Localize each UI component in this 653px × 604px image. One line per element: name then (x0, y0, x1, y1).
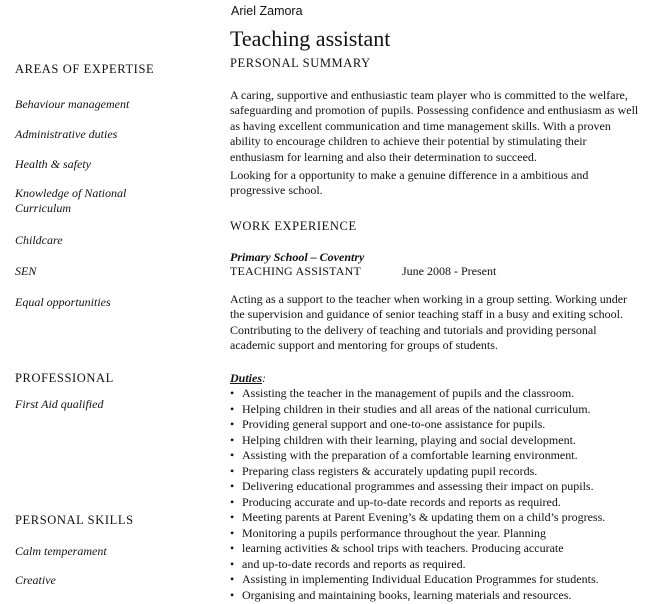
bullet-icon: • (230, 417, 235, 431)
bullet-icon: • (230, 525, 235, 540)
summary-paragraph-2: Looking for a opportunity to make a genuine difference in a ambitious and progressive school. (230, 168, 589, 198)
areas-heading: AREAS OF EXPERTISE (15, 62, 155, 76)
page-title: Teaching assistant (230, 26, 391, 51)
bullet-icon: • (230, 479, 235, 493)
duty-item: • Providing general support and one-to-one assistance for pupils. (230, 417, 546, 431)
bullet-icon: • (230, 463, 235, 478)
summary-paragraph: A caring, supportive and enthusiastic team player who is committed to the welfare, safeguarding and promotion of pupils. Possessing confidence and enthusiasm as well as having excellent communication and time management skills. With a proven ability to encourage children to achieve their potential by stimulating their enthusiasm for learning and also their determination to succeed. (230, 88, 639, 164)
duty-item: • Helping children with their learning, playing and social development. (230, 432, 576, 447)
duty-item: • Meeting parents at Parent Evening’s & updating them on a child’s progress. (230, 510, 606, 524)
professional-item: First Aid qualified (15, 397, 104, 411)
bullet-icon: • (230, 556, 235, 571)
duties-label: Duties (230, 371, 263, 385)
bullet-icon: • (230, 386, 235, 400)
duty-item: • and up-to-date records and reports as required. (230, 556, 466, 571)
duty-item: • learning activities & school trips with teachers. Producing accurate (230, 541, 564, 555)
duty-item: • Assisting the teacher in the management of pupils and the classroom. (230, 386, 575, 400)
area-item: Behaviour management (15, 97, 130, 111)
area-item: Administrative duties (15, 127, 118, 141)
bullet-icon: • (230, 432, 235, 447)
area-item: Health & safety (15, 157, 91, 171)
bullet-icon: • (230, 572, 235, 586)
skill-item: Calm temperament (15, 544, 107, 558)
duty-item: • Monitoring a pupils performance throughout the year. Planning (230, 525, 546, 540)
job-dates: June 2008 - Present (402, 264, 497, 278)
candidate-name: Ariel Zamora (231, 4, 303, 18)
experience-heading: WORK EXPERIENCE (230, 219, 357, 233)
bullet-icon: • (230, 541, 235, 555)
area-item: Knowledge of National Curriculum (15, 186, 127, 215)
skill-item: Creative (15, 573, 56, 587)
bullet-icon: • (230, 448, 235, 462)
bullet-icon: • (230, 401, 235, 416)
professional-heading: PROFESSIONAL (15, 371, 114, 385)
bullet-icon: • (230, 510, 235, 524)
employer: Primary School – Coventry (230, 250, 365, 264)
duty-item: • Assisting with the preparation of a comfortable learning environment. (230, 448, 578, 462)
bullet-icon: • (230, 587, 235, 602)
duty-item: • Helping children in their studies and all areas of the national curriculum. (230, 401, 591, 416)
duty-item: • Assisting in implementing Individual Education Programmes for students. (230, 572, 599, 586)
duty-item: • Preparing class registers & accurately updating pupil records. (230, 463, 538, 478)
job-description: Acting as a support to the teacher when working in a group setting. Working under the supervision and guidance of senior teaching staff in a busy and exiting school. Contributing to the delivery of teaching and tutorials and providing personal academic support and mentoring for groups of students. (230, 292, 628, 353)
duties-label-wrap (230, 371, 266, 386)
area-item: SEN (15, 264, 37, 278)
skills-heading: PERSONAL SKILLS (15, 513, 134, 527)
duty-item: • Organising and maintaining books, learning materials and resources. (230, 587, 572, 602)
duty-item: • Producing accurate and up-to-date records and reports as required. (230, 494, 561, 509)
job-role: TEACHING ASSISTANT (230, 264, 361, 278)
duty-item: • Delivering educational programmes and assessing their impact on pupils. (230, 479, 594, 493)
area-item: Childcare (15, 233, 63, 247)
bullet-icon: • (230, 494, 235, 509)
duties-list (230, 386, 650, 603)
duties-colon: : (262, 371, 267, 385)
summary-heading: PERSONAL SUMMARY (230, 56, 371, 70)
area-item: Equal opportunities (15, 295, 111, 309)
